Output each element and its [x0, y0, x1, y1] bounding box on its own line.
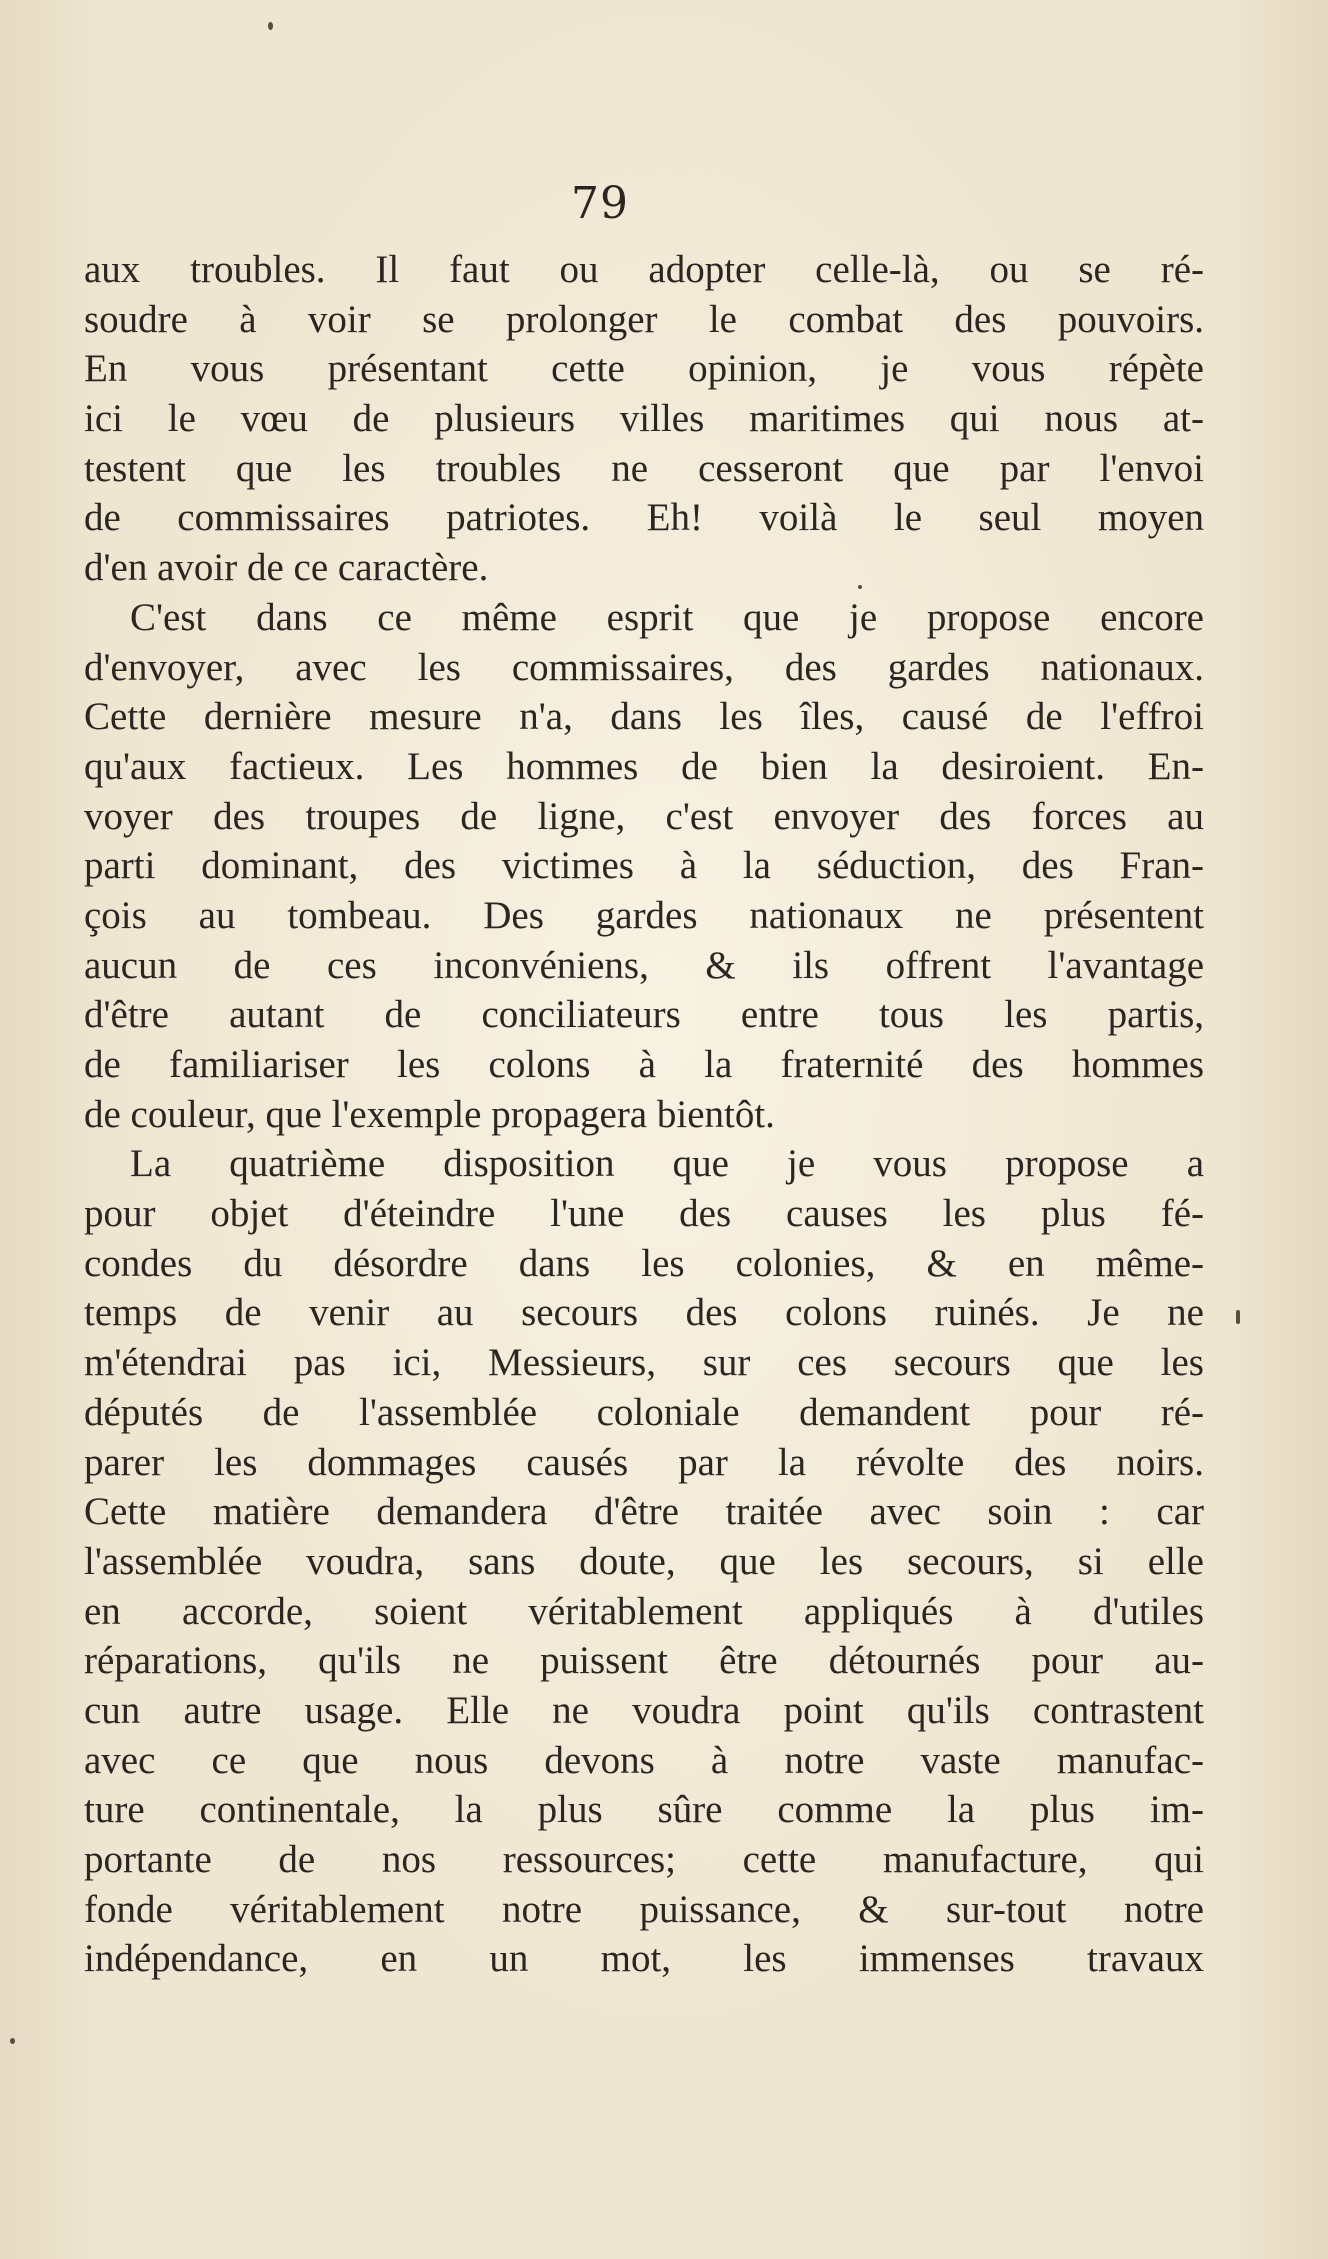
text-line: temps de venir au secours des colons ruinés. Je ne — [84, 1291, 1204, 1335]
text-line: çois au tombeau. Des gardes nationaux ne présentent — [84, 893, 1204, 937]
text-line: portante de nos ressources; cette manufacture, qui — [84, 1838, 1204, 1881]
text-line: condes du désordre dans les colonies, & en même- — [84, 1241, 1204, 1285]
text-line: d'être autant de conciliateurs entre tous les partis, — [84, 993, 1204, 1037]
text-line: qu'aux factieux. Les hommes de bien la desiroient. En- — [84, 744, 1204, 788]
paper-speck — [10, 2038, 15, 2044]
text-line: soudre à voir se prolonger le combat des pouvoirs. — [84, 297, 1204, 341]
paragraph-start-line: La quatrième disposition que je vous propose a — [130, 1142, 1204, 1186]
text-line: de couleur, que l'exemple propagera bientôt. — [84, 1092, 775, 1136]
text-line: d'en avoir de ce caractère. — [84, 546, 489, 590]
paper-speck — [1236, 1310, 1240, 1324]
body-text — [84, 245, 1204, 1984]
text-line: indépendance, en un mot, les immenses travaux — [84, 1937, 1204, 1981]
text-line: ici le vœu de plusieurs villes maritimes qui nous at- — [84, 397, 1204, 441]
text-line: testent que les troubles ne cesseront que par l'envoi — [84, 446, 1204, 490]
text-line: d'envoyer, avec les commissaires, des gardes nationaux. — [84, 645, 1204, 689]
text-line: parer les dommages causés par la révolte des noirs. — [84, 1440, 1204, 1484]
text-line: de commissaires patriotes. Eh! voilà le seul moyen — [84, 496, 1204, 540]
text-line: cun autre usage. Elle ne voudra point qu'ils contrastent — [84, 1688, 1204, 1732]
text-line: parti dominant, des victimes à la séduction, des Fran- — [84, 844, 1204, 888]
text-line: avec ce que nous devons à notre vaste manufac- — [84, 1738, 1204, 1782]
text-line: de familiariser les colons à la fraternité des hommes — [84, 1043, 1204, 1086]
text-line: m'étendrai pas ici, Messieurs, sur ces secours que les — [84, 1341, 1204, 1385]
paragraph-start-line: C'est dans ce même esprit que je propose encore — [130, 595, 1204, 639]
text-line: Cette matière demandera d'être traitée avec soin : car — [84, 1490, 1204, 1534]
text-line: ture continentale, la plus sûre comme la plus im- — [84, 1788, 1204, 1832]
text-line: députés de l'assemblée coloniale demandent pour ré- — [84, 1390, 1204, 1434]
page-number: 79 — [571, 178, 629, 229]
text-line: En vous présentant cette opinion, je vous répète — [84, 347, 1204, 391]
text-line: aucun de ces inconvéniens, & ils offrent l'avantage — [84, 943, 1204, 987]
text-line: voyer des troupes de ligne, c'est envoyer des forces au — [84, 794, 1204, 838]
text-line: réparations, qu'ils ne puissent être détournés pour au- — [84, 1639, 1204, 1683]
text-line: aux troubles. Il faut ou adopter celle-là, ou se ré- — [84, 248, 1204, 291]
text-line: Cette dernière mesure n'a, dans les îles, causé de l'effroi — [84, 695, 1204, 739]
paper-speck — [858, 585, 862, 589]
text-line: pour objet d'éteindre l'une des causes les plus fé- — [84, 1192, 1204, 1236]
paper-speck — [268, 22, 273, 30]
text-line: fonde véritablement notre puissance, & sur-tout notre — [84, 1887, 1204, 1931]
text-line: l'assemblée voudra, sans doute, que les secours, si elle — [84, 1539, 1204, 1583]
text-line: en accorde, soient véritablement appliqués à d'utiles — [84, 1589, 1204, 1633]
